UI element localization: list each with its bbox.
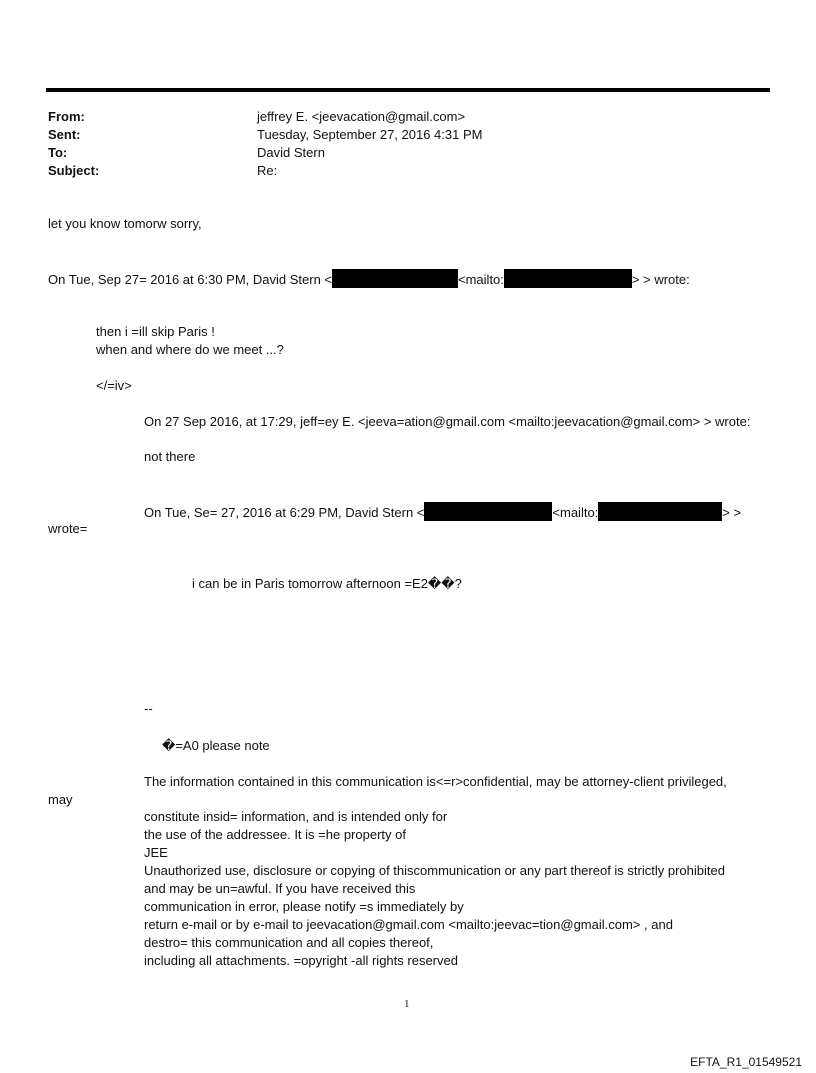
quote3-mid: <mailto: <box>552 505 599 520</box>
redaction-box <box>504 269 632 288</box>
disclaimer-line: communication in error, please notify =s immediately by <box>144 899 464 914</box>
subject-value: Re: <box>257 163 278 178</box>
document-id: EFTA_R1_01549521 <box>690 1055 802 1069</box>
quote2-line1: not there <box>144 449 196 464</box>
signature-dashes: -- <box>144 701 153 716</box>
disclaimer-line: The information contained in this communication is<=r>confidential, may be attorney-client privileged, <box>144 774 727 789</box>
quote3-line1: i can be in Paris tomorrow afternoon =E2��? <box>192 576 462 591</box>
sent-label: Sent: <box>48 127 81 142</box>
quote1-line1: then i =ill skip Paris ! <box>96 324 215 339</box>
disclaimer-line: and may be un=awful. If you have received this <box>144 881 416 896</box>
disclaimer-line: JEE <box>144 845 168 860</box>
quote1-prefix: On Tue, Sep 27= 2016 at 6:30 PM, David Stern < <box>48 272 333 287</box>
from-label: From: <box>48 109 85 124</box>
disclaimer-line: Unauthorized use, disclosure or copying of thiscommunication or any part thereof is strictly prohibited <box>144 863 725 878</box>
subject-label: Subject: <box>48 163 100 178</box>
disclaimer-wrap: may <box>48 792 73 807</box>
quote3-wrap: wrote= <box>48 521 88 536</box>
quote3-suffix: > > <box>722 505 742 520</box>
quote2-header: On 27 Sep 2016, at 17:29, jeff=ey E. <jeeva=ation@gmail.com <mailto:jeevacation@gmail.com> > wrote: <box>144 414 751 429</box>
to-label: To: <box>48 145 68 160</box>
redaction-box <box>598 502 722 521</box>
redaction-box <box>332 269 458 288</box>
quote1-suffix: > > wrote: <box>631 272 690 287</box>
sent-value: Tuesday, September 27, 2016 4:31 PM <box>257 127 483 142</box>
disclaimer-line: the use of the addressee. It is =he property of <box>144 827 406 842</box>
disclaimer-line: return e-mail or by e-mail to jeevacation@gmail.com <mailto:jeevac=tion@gmail.com> , and <box>144 917 673 932</box>
quote3-header <box>144 502 741 522</box>
quote1-tag: </=iv> <box>96 378 132 393</box>
to-value: David Stern <box>257 145 325 160</box>
redaction-box <box>424 502 552 521</box>
header-rule <box>46 88 770 92</box>
quote1-mid: <mailto: <box>458 272 504 287</box>
quote3-prefix: On Tue, Se= 27, 2016 at 6:29 PM, David Stern < <box>144 505 425 520</box>
from-value: jeffrey E. <jeevacation@gmail.com> <box>257 109 466 124</box>
page-number: 1 <box>404 998 410 1010</box>
disclaimer-line: constitute insid= information, and is intended only for <box>144 809 448 824</box>
disclaimer-line: including all attachments. =opyright -all rights reserved <box>144 953 458 968</box>
disclaimer-line: destro= this communication and all copies thereof, <box>144 935 434 950</box>
quote1-line2: when and where do we meet ...? <box>96 342 284 357</box>
quote1-header <box>48 269 690 289</box>
signature-note: �=A0 please note <box>162 738 270 753</box>
reply-line: let you know tomorw sorry, <box>48 216 202 231</box>
